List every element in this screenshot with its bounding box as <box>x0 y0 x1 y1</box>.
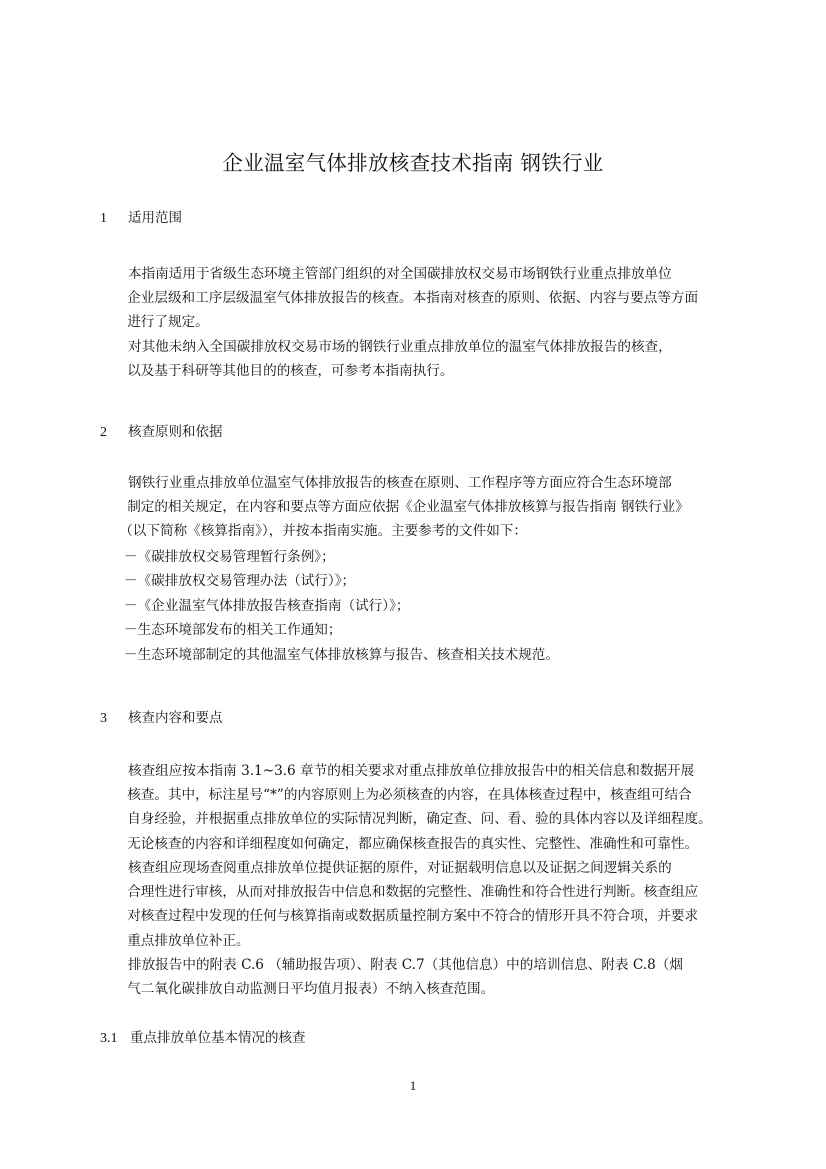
paragraph <box>100 759 722 856</box>
section-title: 核查原则和依据 <box>128 424 223 440</box>
section-number: 3.1 <box>100 1031 118 1046</box>
section-3-heading <box>100 706 223 727</box>
paragraph <box>100 856 722 953</box>
text-line: （以下简称《核算指南》），并按本指南实施。主要参考的文件如下： <box>119 523 527 540</box>
paragraph <box>100 262 722 335</box>
section-title: 适用范围 <box>128 210 182 226</box>
text-line: 排放报告中的附表 C.6 （辅助报告项）、附表 C.7（其他信息）中的培训信息、附表 C.8（烟 <box>128 957 683 973</box>
text-line: 核查。其中，标注星号“*”的内容原则上为必须核查的内容，在具体核查过程中，核查组可结合 <box>127 787 692 804</box>
text-line: 核查组应现场查阅重点排放单位提供证据的原件，对证据载明信息以及证据之间逻辑关系的 <box>128 860 672 876</box>
paragraph <box>100 953 722 1001</box>
section-number: 3 <box>100 711 107 726</box>
section-2-heading <box>100 420 223 441</box>
list-item: －《企业温室气体排放报告核查指南（试行）》； <box>124 597 410 614</box>
text-line: 钢铁行业重点排放单位温室气体排放报告的核查在原则、工作程序等方面应符合生态环境部 <box>128 475 672 491</box>
text-line: 合理性进行审核，从而对排放报告中信息和数据的完整性、准确性和符合性进行判断。核查组应 <box>127 884 699 901</box>
paragraph <box>100 335 722 383</box>
text-line: 气二氧化碳排放自动监测日平均值月报表）不纳入核查范围。 <box>127 981 495 998</box>
list-item: －生态环境部制定的其他温室气体排放核算与报告、核查相关技术规范。 <box>124 646 559 663</box>
text-line: 对核查过程中发现的任何与核算指南或数据质量控制方案中不符合的情形开具不符合项，并要求 <box>127 908 699 925</box>
list-item: －《碳排放权交易管理暂行条例》； <box>124 549 335 565</box>
list-item: －生态环境部发布的相关工作通知； <box>124 622 342 639</box>
text-line: 制定的相关规定，在内容和要点等方面应依据《企业温室气体排放核算与报告指南 钢铁行业》 <box>127 499 689 516</box>
text-line: 企业层级和工序层级温室气体排放报告的核查。本指南对核查的原则、依据、内容与要点等方面 <box>127 290 699 307</box>
section-title: 重点排放单位基本情况的核查 <box>130 1030 306 1046</box>
reference-list <box>124 545 559 667</box>
text-line: 无论核查的内容和详细程度如何确定，都应确保核查报告的真实性、完整性、准确性和可靠性。 <box>127 835 699 852</box>
section-title: 核查内容和要点 <box>128 710 223 726</box>
section-number: 1 <box>100 211 107 226</box>
paragraph <box>100 471 722 544</box>
text-line: 自身经验，并根据重点排放单位的实际情况判断，确定查、问、看、验的具体内容以及详细程度。 <box>127 811 712 828</box>
section-3-1-heading <box>100 1026 306 1047</box>
section-number: 2 <box>100 425 107 440</box>
text-line: 本指南适用于省级生态环境主管部门组织的对全国碳排放权交易市场钢铁行业重点排放单位 <box>128 266 672 282</box>
text-line: 对其他未纳入全国碳排放权交易市场的钢铁行业重点排放单位的温室气体排放报告的核查， <box>128 339 672 355</box>
page-number: 1 <box>409 1078 417 1093</box>
text-line: 以及基于科研等其他目的的核查，可参考本指南执行。 <box>127 363 454 380</box>
text-line: 进行了规定。 <box>127 314 209 331</box>
list-item: －《碳排放权交易管理办法（试行）》； <box>124 573 356 590</box>
document-title: 企业温室气体排放核查技术指南 钢铁行业 <box>222 151 604 175</box>
section-1-heading <box>100 206 182 227</box>
text-line: 核查组应按本指南 3.1~3.6 章节的相关要求对重点排放单位排放报告中的相关信息和数据开展 <box>128 763 695 779</box>
text-line: 重点排放单位补正。 <box>127 932 250 949</box>
